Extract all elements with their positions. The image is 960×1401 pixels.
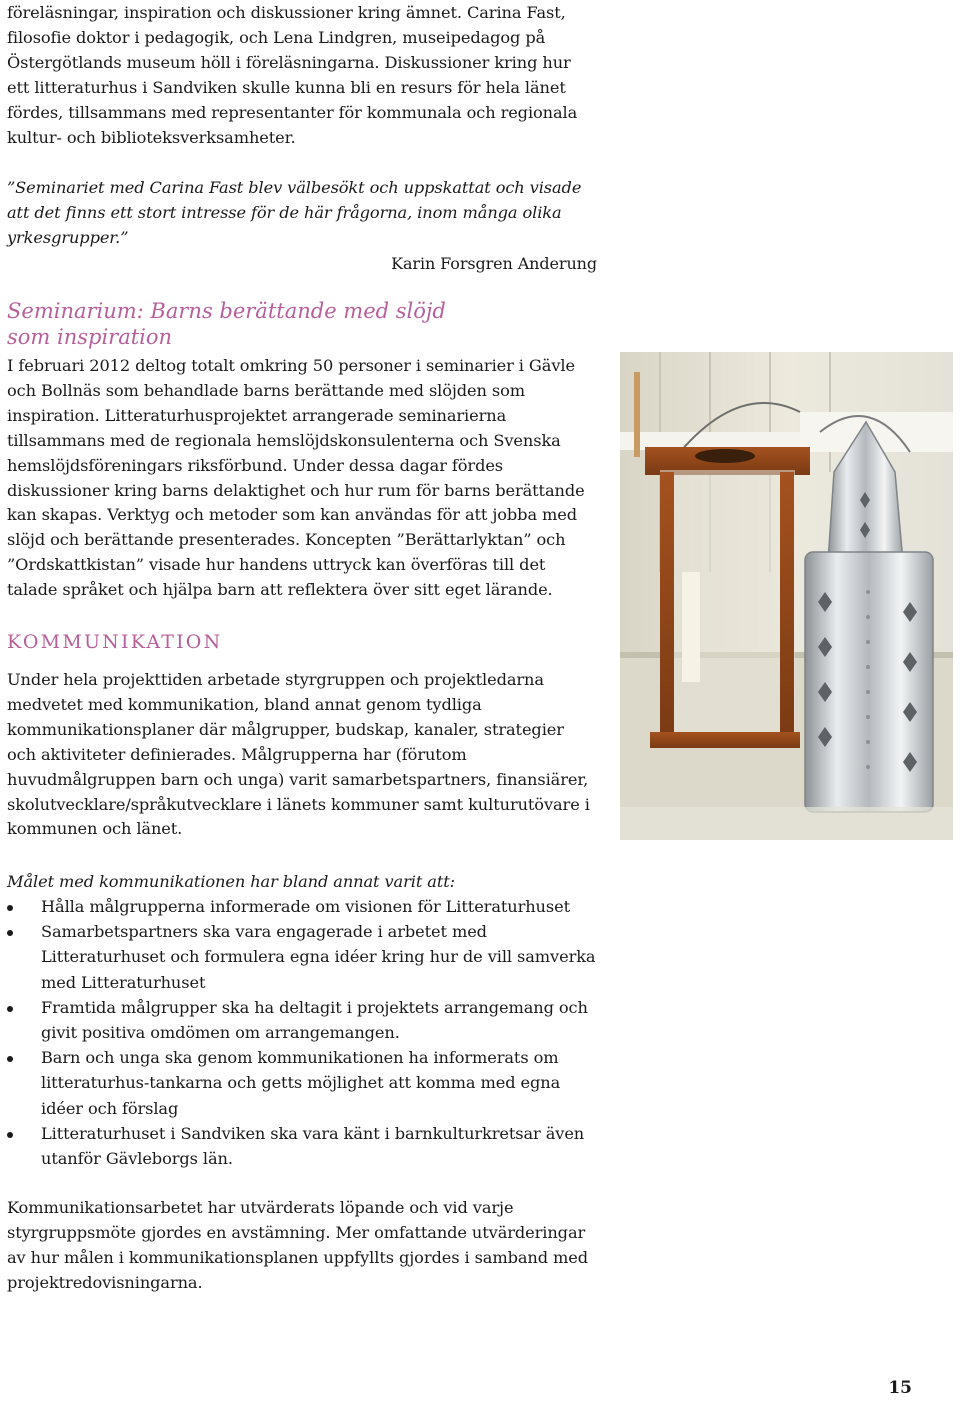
bullet-icon [7, 1056, 13, 1062]
seminar-heading-line1: Seminarium: Barns berättande med slöjd [7, 299, 446, 323]
goals-intro-section [7, 870, 597, 895]
goal-text: Barn och unga ska genom kommunikationen ha informerats om litteraturhus-tankarna och getts möjlighet att komma med egna idéer och förslag [41, 1048, 561, 1118]
bullet-icon [7, 930, 13, 936]
seminar-paragraph: I februari 2012 deltog totalt omkring 50 personer i seminarier i Gävle och Bollnäs som behandlade barns berättande med slöjden som inspiration. Litteraturhusprojektet arrangerade seminarierna tillsammans med de regionala hemslöjdskonsulenterna och Svenska hemslöjdsföreningars riksförbund. Under dessa dagar fördes diskussioner kring barns delaktighet och hur rum för barns berättande kan skapas. Verktyg och metoder som kan användas för att jobba med slöjd och berättande presenterades. Koncepten ”Berättarlyktan” och ”Ordskattkistan” visade hur handens uttryck kan överföras till det talade språket och hjälpa barn att reflektera över sitt eget lärande. [7, 356, 585, 600]
page-number: 15 [888, 1378, 912, 1398]
closing-paragraph: Kommunikationsarbetet har utvärderats löpande och vid varje styrgruppsmöte gjordes en avstämning. Mer omfattande utvärderingar av hur målen i kommunikationsplanen uppfyllts gjordes i samband med projektredovisningarna. [7, 1198, 589, 1292]
seminar-heading [7, 298, 597, 350]
goal-text: Litteraturhuset i Sandviken ska vara känt i barnkulturkretsar även utanför Gävleborgs län. [41, 1123, 585, 1169]
list-item [7, 919, 597, 995]
quote-text: ”Seminariet med Carina Fast blev välbesökt och uppskattat och visade att det finns ett stort intresse för de här frågorna, inom många olika yrkesgrupper.” [7, 178, 582, 247]
goal-text: Samarbetspartners ska vara engagerade i arbetet med Litteraturhuset och formulera egna idéer kring hur de vill samverka med Litteraturhuset [41, 922, 596, 992]
goal-text: Hålla målgrupperna informerade om visionen för Litteraturhuset [41, 897, 570, 916]
bullet-icon [7, 905, 13, 911]
kommunikation-heading: KOMMUNIKATION [7, 631, 223, 653]
bullet-icon [7, 1006, 13, 1012]
list-item [7, 1045, 597, 1121]
kommunikation-paragraph: Under hela projekttiden arbetade styrgruppen och projektledarna medvetet med kommunikation, bland annat genom tydliga kommunikationsplaner där målgrupper, budskap, kanaler, strategier och aktiviteter definierades. Målgrupperna har (förutom huvudmålgruppen barn och unga) varit samarbetspartners, finansiärer, skolutvecklare/språkutvecklare i länets kommuner samt kulturutövare i kommunen och länet. [7, 670, 590, 839]
goals-intro: Målet med kommunikationen har bland annat varit att: [7, 872, 455, 891]
seminar-section [7, 354, 597, 603]
quote-section [7, 176, 597, 277]
lantern-photo [620, 352, 953, 840]
goal-text: Framtida målgrupper ska ha deltagit i projektets arrangemang och givit positiva omdömen om arrangemangen. [41, 997, 588, 1043]
list-item [7, 995, 597, 1045]
closing-section [7, 1196, 597, 1296]
intro-section [7, 1, 597, 150]
seminar-heading-line2: som inspiration [7, 325, 173, 349]
goals-list [7, 894, 597, 1171]
kommunikation-section [7, 668, 597, 842]
list-item [7, 1121, 597, 1171]
intro-paragraph: föreläsningar, inspiration och diskussioner kring ämnet. Carina Fast, filosofie doktor i pedagogik, och Lena Lindgren, museipedagog på Östergötlands museum höll i föreläsningarna. Diskussioner kring hur ett litteraturhus i Sandviken skulle kunna bli en resurs för hela länet fördes, tillsammans med representanter för kommunala och regionala kultur- och biblioteksverksamheter. [7, 3, 578, 147]
quote-attribution: Karin Forsgren Anderung [391, 253, 597, 273]
list-item [7, 894, 597, 919]
bullet-icon [7, 1132, 13, 1138]
